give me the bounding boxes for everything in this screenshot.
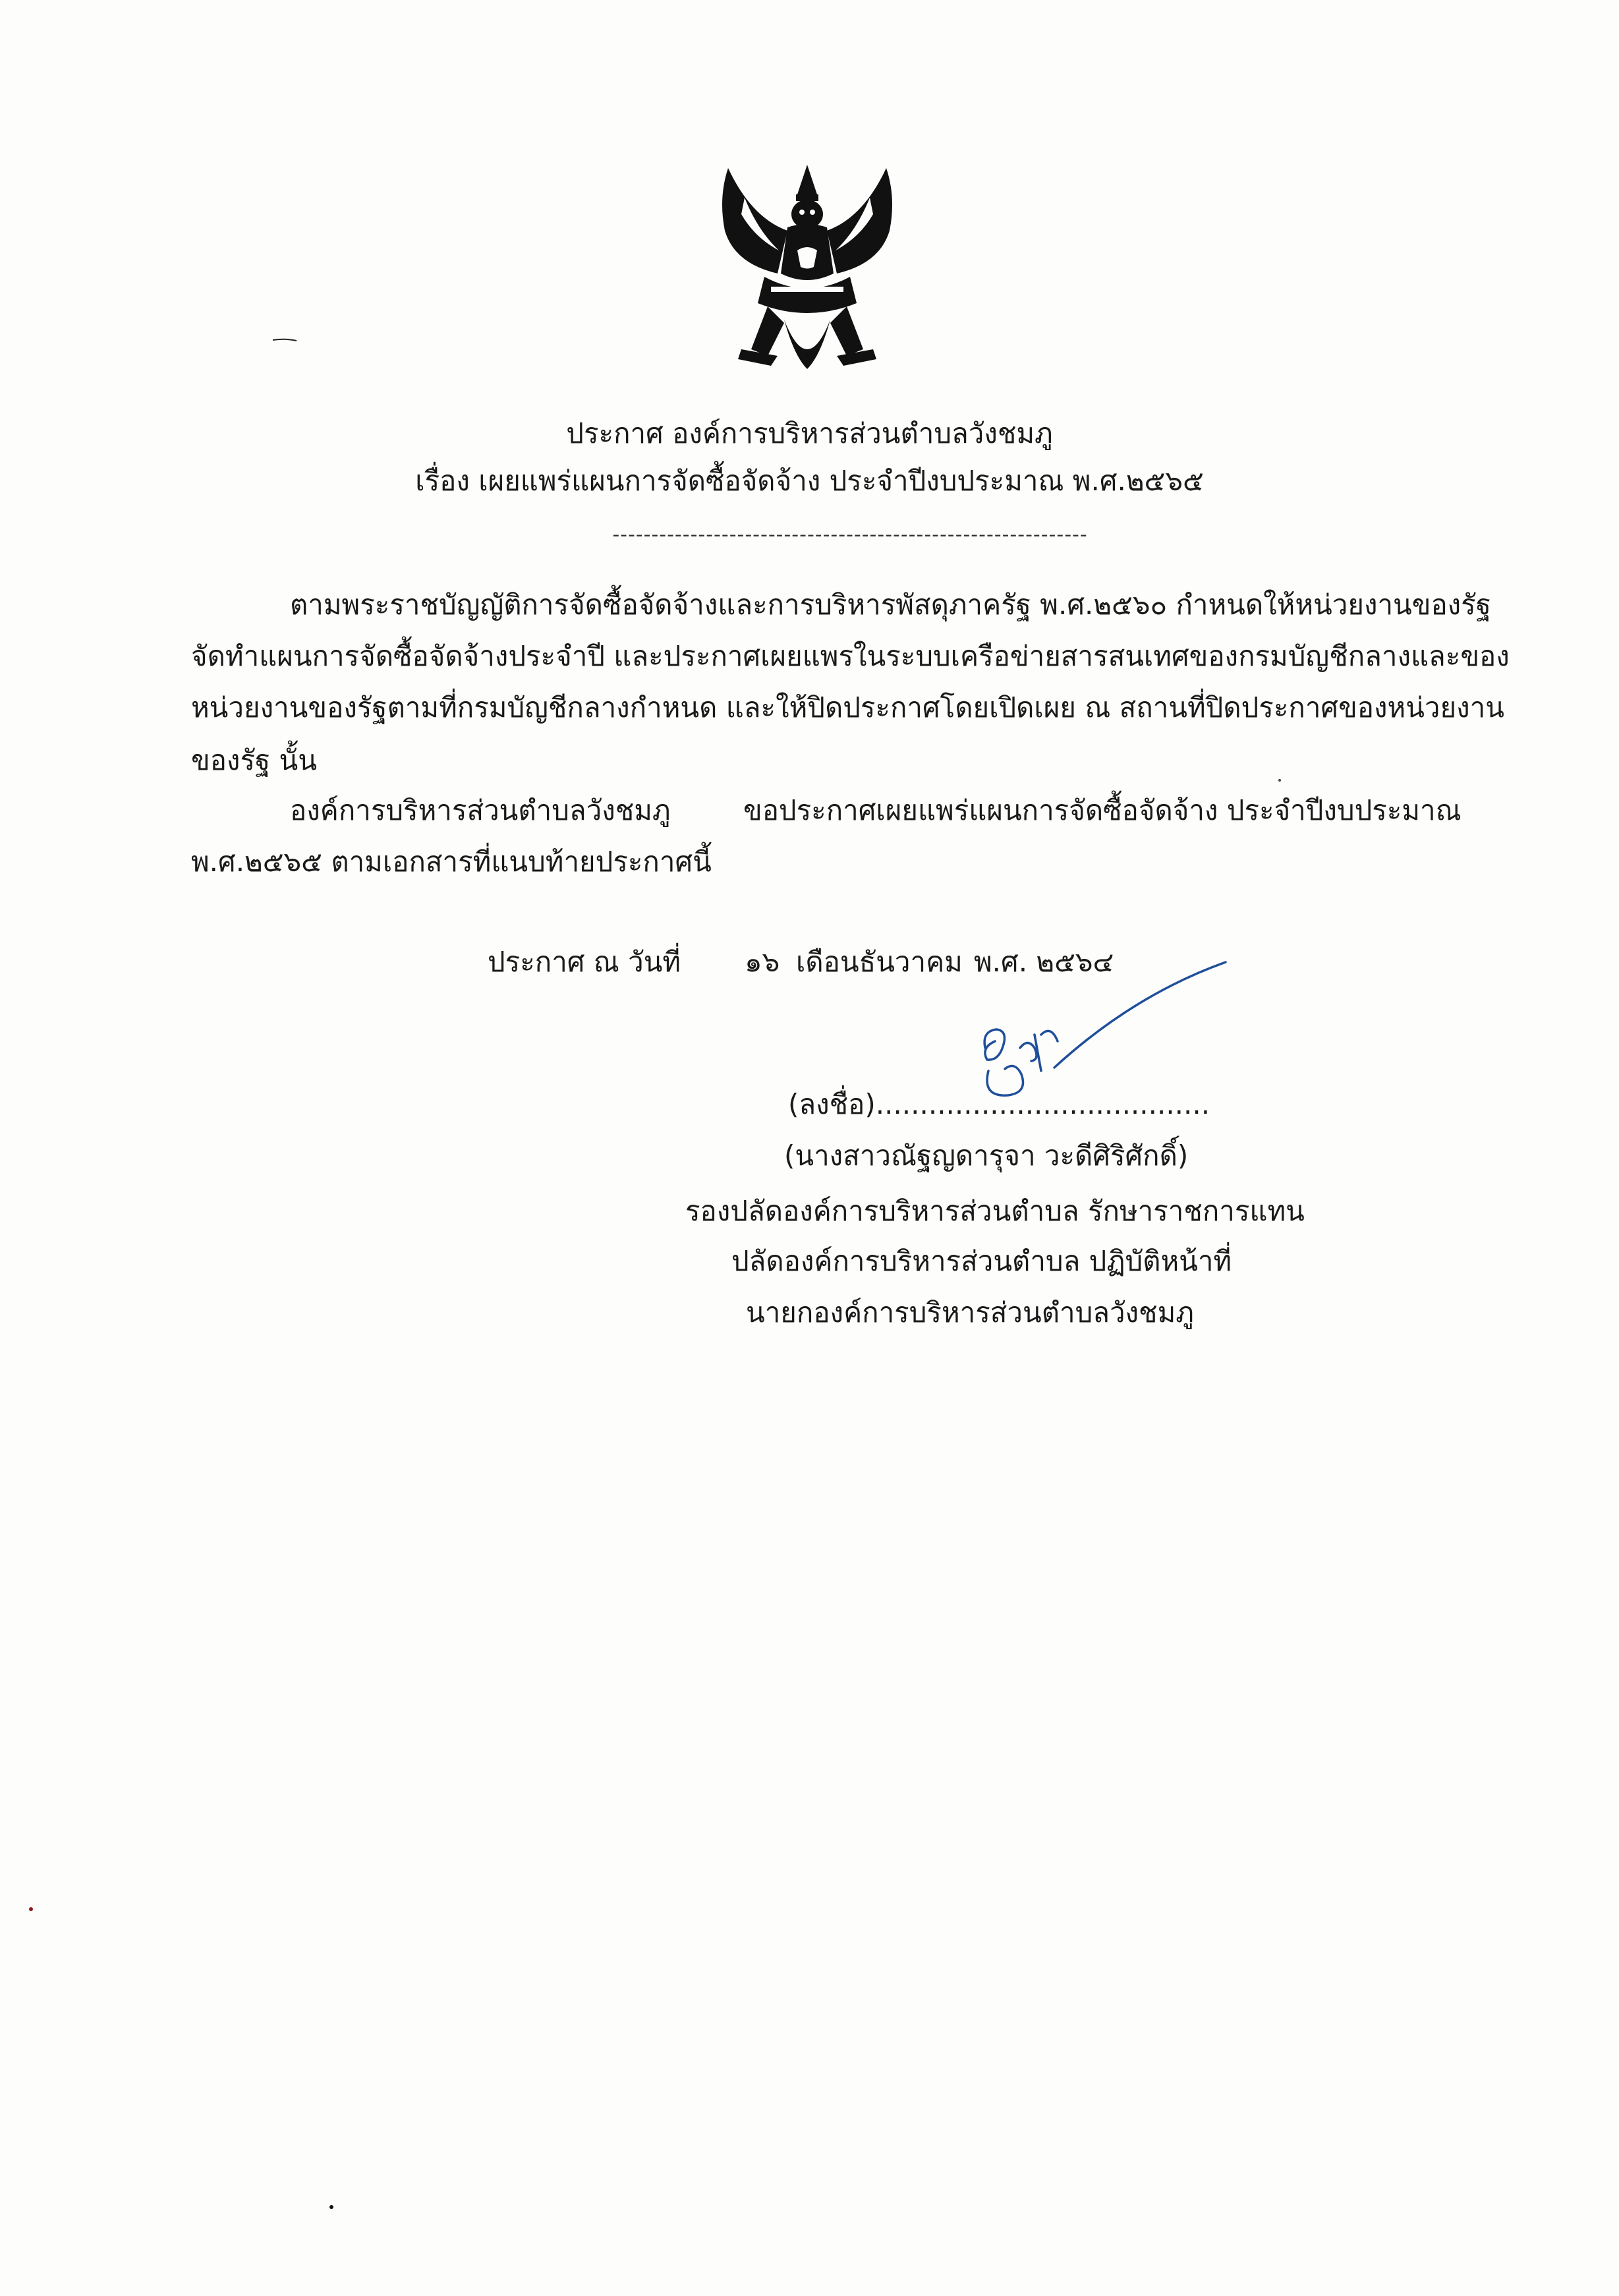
scan-speck	[1278, 779, 1281, 782]
announcement-title: ประกาศ องค์การบริหารส่วนตำบลวังชมภู	[566, 417, 1053, 449]
sign-label: (ลงชื่อ)......................................	[788, 1088, 1210, 1120]
paragraph1-line1: ตามพระราชบัญญัติการจัดซื้อจัดจ้างและการบริหารพัสดุภาครัฐ พ.ศ.๒๕๖๐ กำหนดให้หน่วยงานของรัฐ	[290, 588, 1491, 621]
scan-speck	[329, 2205, 333, 2209]
signer-name: (นางสาวณัฐญดารุจา วะดีศิริศักดิ์)	[784, 1139, 1189, 1172]
garuda-emblem-icon	[705, 158, 909, 382]
paragraph1-line3: หน่วยงานของรัฐตามที่กรมบัญชีกลางกำหนด และให้ปิดประกาศโดยเปิดเผย ณ สถานที่ปิดประกาศของหน่วยงาน	[191, 691, 1504, 724]
stray-pen-mark	[271, 337, 298, 343]
paragraph1-line2: จัดทำแผนการจัดซื้อจัดจ้างประจำปี และประกาศเผยแพรในระบบเครือข่ายสารสนเทศของกรมบัญชีกลางและของ	[191, 640, 1510, 672]
paragraph2-org: องค์การบริหารส่วนตำบลวังชมภู	[290, 794, 671, 826]
paragraph2-line2: พ.ศ.๒๕๖๕ ตามเอกสารที่แนบท้ายประกาศนี้	[191, 846, 712, 878]
date-prefix: ประกาศ ณ วันที่	[488, 946, 681, 978]
title-divider: -------------------------------------------------------------	[612, 523, 1088, 546]
announcement-subject: เรื่อง เผยแพร่แผนการจัดซื้อจัดจ้าง ประจำปีงบประมาณ พ.ศ.๒๕๖๕	[415, 465, 1204, 497]
date-day: ๑๖	[745, 946, 780, 978]
signer-position-line1: รองปลัดองค์การบริหารส่วนตำบล รักษาราชการแทน	[685, 1195, 1305, 1227]
paragraph2-line1: ขอประกาศเผยแพร่แผนการจัดซื้อจัดจ้าง ประจำปีงบประมาณ	[743, 794, 1462, 826]
scan-speck	[29, 1907, 33, 1911]
paragraph1-line4: ของรัฐ นั้น	[191, 744, 317, 776]
signer-position-line2: ปลัดองค์การบริหารส่วนตำบล ปฏิบัติหน้าที่	[731, 1245, 1232, 1277]
date-year: พ.ศ. ๒๕๖๔	[974, 946, 1114, 978]
date-month: เดือนธันวาคม	[796, 946, 963, 978]
signer-position-line3: นายกองค์การบริหารส่วนตำบลวังชมภู	[746, 1296, 1194, 1329]
